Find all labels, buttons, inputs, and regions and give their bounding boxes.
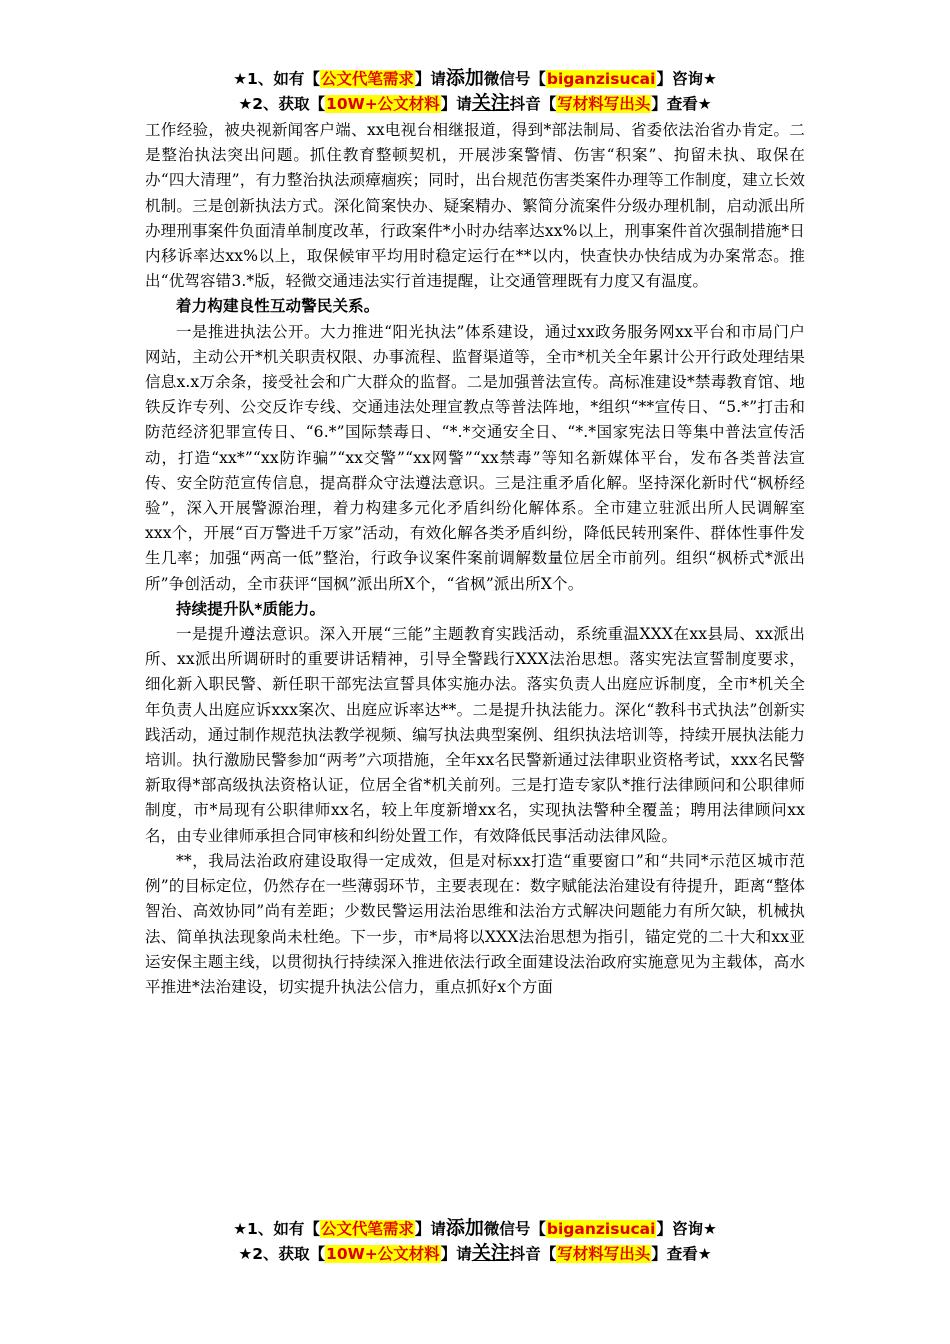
banner-emphasis: 关注 <box>471 92 510 114</box>
banner-emphasis: 关注 <box>471 1242 510 1264</box>
banner-text: 微信号【 <box>483 1220 546 1238</box>
banner-text: 】请 <box>414 1220 446 1238</box>
banner-highlight: biganzisucai <box>546 1220 656 1238</box>
banner-emphasis: 添加 <box>445 1217 484 1239</box>
banner-text: 】咨询★ <box>656 70 717 88</box>
banner-text: 】请 <box>440 95 472 113</box>
top-promo-banner <box>0 66 950 116</box>
banner-text: 抖音【 <box>509 95 557 113</box>
section-heading: 持续提升队*质能力。 <box>176 599 326 618</box>
paragraph: 一是提升遵法意识。深入开展“三能”主题教育实践活动，系统重温XXX在xx县局、xx派出所、xx派出所调研时的重要讲话精神，引导全警践行XXX法治思想。落实宪法宣誓制度要求，细化新入职民警、新任职干部宪法宣誓具体实施办法。落实负责人出庭应诉制度，全市*机关全年负责人出庭应诉xxx案次、出庭应诉率达**。二是提升执法能力。深化“教科书式执法”创新实践活动，通过制作规范执法教学视频、编写执法典型案例、组织执法培训等，持续开展执法能力培训。执行激励民警参加“两考”六项措施，全年xx名民警新通过法律职业资格考试，xxx名民警新取得*部高级执法资格认证，位居全省*机关前列。三是打造专家队*推行法律顾问和公职律师制度，市*局现有公职律师xx名，较上年度新增xx名，实现执法警种全覆盖；聘用法律顾问xx名，由专业律师承担合同审核和纠纷处置工作，有效降低民事活动法律风险。 <box>145 625 805 845</box>
banner-text: ★1、如有【 <box>233 70 320 88</box>
document-body <box>145 118 805 1000</box>
banner-text: 】请 <box>414 70 446 88</box>
banner-text: ★1、如有【 <box>233 1220 320 1238</box>
bottom-promo-banner <box>0 1216 950 1266</box>
banner-text: 微信号【 <box>483 70 546 88</box>
banner-line-2 <box>0 91 950 116</box>
banner-highlight: 10W+公文材料 <box>326 95 440 113</box>
banner-highlight: biganzisucai <box>546 70 656 88</box>
banner-highlight: 公文代笔需求 <box>320 1220 414 1238</box>
banner-text: 】查看★ <box>651 95 712 113</box>
banner-highlight: 写材料写出头 <box>557 1245 651 1263</box>
banner-highlight: 10W+公文材料 <box>326 1245 440 1263</box>
banner-text: 抖音【 <box>509 1245 557 1263</box>
paragraph: 一是推进执法公开。大力推进“阳光执法”体系建设，通过xx政务服务网xx平台和市局门户网站，主动公开*机关职责权限、办事流程、监督渠道等，全市*机关全年累计公开行政处理结果信息x.x万余条，接受社会和广大群众的监督。二是加强普法宣传。高标准建设*禁毒教育馆、地铁反诈专列、公交反诈专线、交通违法处理宣教点等普法阵地，*组织“**宣传日、“5.*”打击和防范经济犯罪宣传日、“6.*”国际禁毒日、“*.*交通安全日、“*.*国家宪法日等集中普法宣传活动，打造“xx*”“xx防诈骗”“xx交警”“xx网警”“xx禁毒”等知名新媒体平台，发布各类普法宣传、安全防范宣传信息，提高群众守法遵法意识。三是注重矛盾化解。坚持深化新时代“枫桥经验”，深入开展警源治理，着力构建多元化矛盾纠纷化解体系。全市建立驻派出所人民调解室xxx个，开展“百万警进千万家”活动，有效化解各类矛盾纠纷，降低民转刑案件、群体性事件发生几率；加强“两高一低”整治，行政争议案件案前调解数量位居全市前列。组织“枫桥式*派出所”争创活动，全市获评“国枫”派出所X个，“省枫”派出所X个。 <box>145 322 805 593</box>
banner-line-1 <box>0 1216 950 1241</box>
paragraph: 工作经验，被央视新闻客户端、xx电视台相继报道，得到*部法制局、省委依法治省办肯定。二是整治执法突出问题。抓住教育整顿契机，开展涉案警情、伤害“积案”、拘留未执、取保在办“四大清理”，有力整治执法顽瘴痼疾；同时，出台规范伤害类案件办理等工作制度，建立长效机制。三是创新执法方式。深化简案快办、疑案精办、繁简分流案件分级办理机制，启动派出所办理刑事案件负面清单制度改革，行政案件*小时办结率达xx%以上，刑事案件首次强制措施*日内移诉率达xx%以上，取保候审平均用时稳定运行在**以内，快查快办快结成为办案常态。推出“优驾容错3.*版，轻微交通违法实行首违提醒，让交通管理既有力度又有温度。 <box>145 121 805 291</box>
banner-text: ★2、获取【 <box>238 1245 326 1263</box>
banner-text: 】咨询★ <box>656 1220 717 1238</box>
banner-line-2 <box>0 1241 950 1266</box>
banner-line-1 <box>0 66 950 91</box>
banner-text: 】查看★ <box>651 1245 712 1263</box>
paragraph: **，我局法治政府建设取得一定成效，但是对标xx打造“重要窗口”和“共同*示范区城市范例”的目标定位，仍然存在一些薄弱环节，主要表现在：数字赋能法治建设有待提升，距离“整体智治、高效协同”尚有差距；少数民警运用法治思维和法治方式解决问题能力有所欠缺，机械执法、简单执法现象尚未杜绝。下一步，市*局将以XXX法治思想为指引，锚定党的二十大和xx亚运安保主题主线，以贯彻执行持续深入推进依法行政全面建设法治政府实施意见为主载体，高水平推进*法治建设，切实提升执法公信力，重点抓好x个方面 <box>145 851 805 996</box>
section-heading: 着力构建良性互动警民关系。 <box>176 297 380 316</box>
banner-text: ★2、获取【 <box>238 95 326 113</box>
banner-emphasis: 添加 <box>445 67 484 89</box>
banner-highlight: 公文代笔需求 <box>320 70 414 88</box>
banner-highlight: 写材料写出头 <box>557 95 651 113</box>
banner-text: 】请 <box>440 1245 472 1263</box>
